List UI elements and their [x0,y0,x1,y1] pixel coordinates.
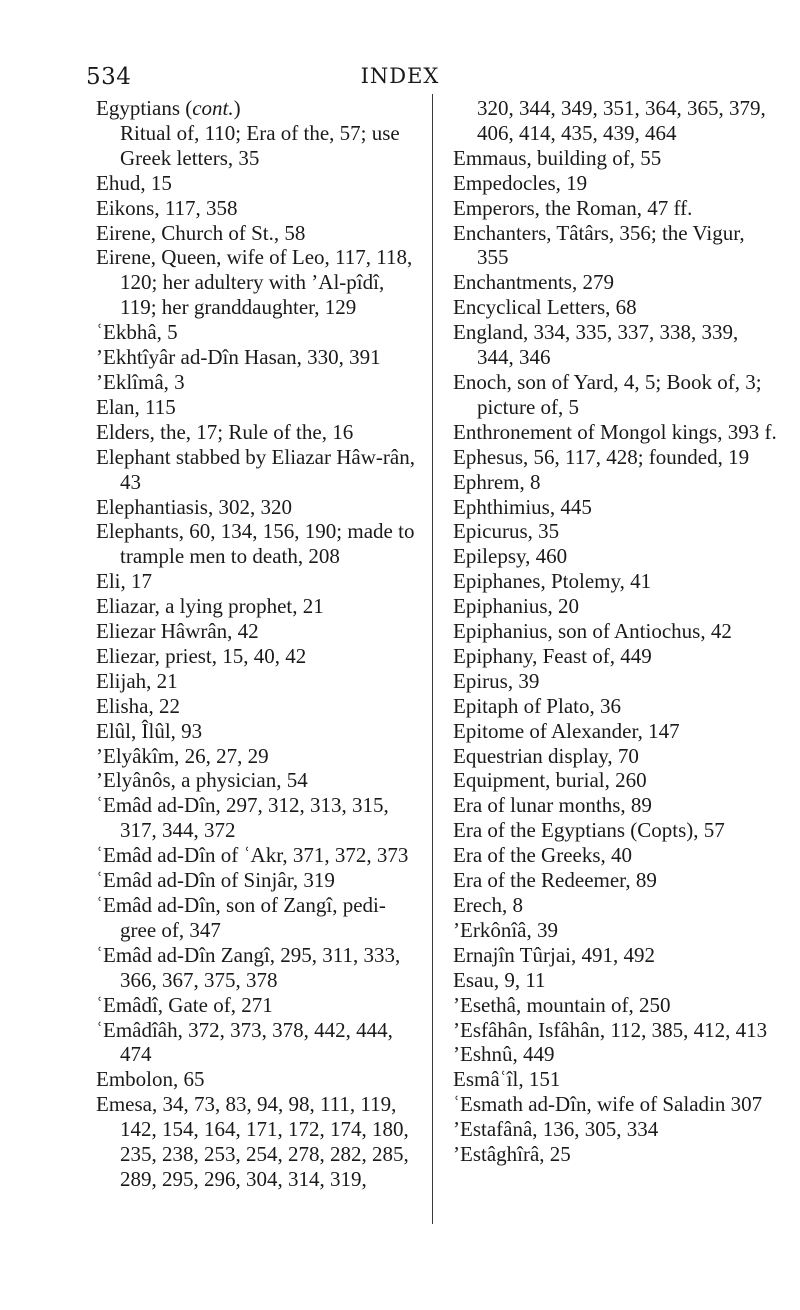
index-entry [96,196,421,221]
index-entry-text: ’Estafânâ, 136, 305, 334 [453,1117,659,1142]
index-entry [453,893,778,918]
index-entry [453,544,778,569]
index-entry [453,1117,778,1142]
index-entry [96,569,421,594]
index-entry [453,221,778,271]
index-entry-text: Eliazar, a lying prophet, 21 [96,594,324,619]
index-column-right [453,96,778,1167]
index-entry-text: Elijah, 21 [96,668,178,693]
index-entry [453,619,778,644]
index-entry [96,1067,421,1092]
index-entry-text: Epiphany, Feast of, 449 [453,643,652,668]
index-entry [96,395,421,420]
index-entry-text: ʿEmâd ad-Dîn of Sinjâr, 319 [96,868,335,893]
index-entry-suffix: ) [233,96,241,120]
index-entry-text: Elûl, Îlûl, 93 [96,718,203,743]
index-entry [96,868,421,893]
index-entry [96,644,421,669]
index-entry-text: Eirene, Queen, wife of Leo, 117, 118, 120; her adultery with ’Al-pîdî, 119; her granddaughter, 129 [96,245,413,320]
page-number: 534 [86,64,132,90]
index-entry-text: Epitaph of Plato, 36 [453,693,621,718]
index-entry [96,793,421,843]
index-entry-text: Elephants, 60, 134, 156, 190; made to trample men to death, 208 [96,519,415,569]
index-entry-text: ’Elyâkîm, 26, 27, 29 [96,743,269,768]
index-entry [453,744,778,769]
index-entry-text: Era of the Greeks, 40 [453,843,633,868]
index-entry-text: Epiphanius, 20 [453,594,579,619]
index-entry [453,270,778,295]
index-entry-text: Enoch, son of Yard, 4, 5; Book of, 3; picture of, 5 [453,369,762,419]
index-entry-text: Esmâʿîl, 151 [453,1067,561,1092]
index-entry [453,1042,778,1067]
index-entry [96,245,421,320]
index-entry [96,495,421,520]
index-entry [453,420,778,445]
index-entry [453,519,778,544]
index-entry-text: ʿEmâd ad-Dîn, 297, 312, 313, 315, 317, 344, 372 [96,793,389,843]
index-entry-text: Enchantments, 279 [453,270,614,295]
index-entry [453,694,778,719]
index-entry [96,221,421,246]
index-entry [453,495,778,520]
index-entry-text: ’Esethâ, mountain of, 250 [453,992,671,1017]
index-entry-text: Ephthimius, 445 [453,494,592,519]
index-entry-text: 320, 344, 349, 351, 364, 365, 379, 406, 414, 435, 439, 464 [477,96,766,145]
index-entry [96,843,421,868]
index-entry-text: Epiphanes, Ptolemy, 41 [453,569,652,594]
index-entry-text: Emesa, 34, 73, 83, 94, 98, 111, 119, 142, 154, 164, 171, 172, 174, 180, 235, 238, 253, 254, 278, 282, 285, 289, 295, 296, 304, 314, 319, [96,1092,409,1191]
index-entry-text: ’Erkônîâ, 39 [453,917,558,942]
index-entry-text: Enthronement of Mongol kings, 393 f. [453,419,777,444]
index-entry-text: Elephant stabbed by Eliazar Hâw-rân, 43 [96,444,415,494]
index-entry [453,295,778,320]
index-entry-text: Elephantiasis, 302, 320 [96,494,292,519]
index-entry [96,420,421,445]
index-entry-text: Era of the Egyptians (Copts), 57 [453,818,725,843]
index-entry [96,171,421,196]
index-entry [453,669,778,694]
index-entry [453,918,778,943]
index-entry [453,96,778,146]
index-entry-text: Emperors, the Roman, 47 ff. [453,195,693,220]
index-entry-text: Esau, 9, 11 [453,967,546,992]
index-entry [96,744,421,769]
index-entry [453,1018,778,1043]
index-entry-text: ’Eklîmâ, 3 [96,369,185,394]
index-entry-text: Elisha, 22 [96,693,180,718]
index-entry-text: ’Ekhtîyâr ad-Dîn Hasan, 330, 391 [96,345,381,370]
index-entry-text: Eliezar, priest, 15, 40, 42 [96,643,307,668]
index-entry [453,320,778,370]
index-entry [453,1142,778,1167]
index-entry-text: ʿEkbhâ, 5 [96,320,178,345]
index-entry [96,96,421,121]
index-entry-text: Equipment, burial, 260 [453,768,647,793]
index-entry-text: Enchanters, Tâtârs, 356; the Vigur, 355 [453,220,745,270]
index-entry-text: Encyclical Letters, 68 [453,295,637,320]
index-entry-text: ’Elyânôs, a physician, 54 [96,768,308,793]
index-entry [96,943,421,993]
index-entry [96,768,421,793]
index-entry [453,968,778,993]
index-entry-text: Epicurus, 35 [453,519,560,544]
index-entry [453,793,778,818]
index-entry-text: ʿEsmath ad-Dîn, wife of Saladin 307 [453,1092,763,1117]
index-entry-text: Ephrem, 8 [453,469,541,494]
index-entry [453,171,778,196]
index-column-left [96,96,421,1192]
index-entry-text: Eli, 17 [96,569,152,594]
index-entry-text: Ernajîn Tûrjai, 491, 492 [453,942,655,967]
index-entry [96,594,421,619]
index-entry [453,445,778,470]
index-entry [453,196,778,221]
index-entry-text: Ritual of, 110; Era of the, 57; use Greek letters, 35 [120,120,400,170]
index-entry [96,1018,421,1068]
index-entry [453,146,778,171]
index-entry-text: ʿEmâd ad-Dîn of ʿAkr, 371, 372, 373 [96,843,409,868]
index-entry [96,519,421,569]
index-entry [453,993,778,1018]
index-entry [453,644,778,669]
index-entry-text: Embolon, 65 [96,1067,205,1092]
index-entry [96,320,421,345]
index-entry-italic: cont. [192,96,234,120]
index-entry-text: Equestrian display, 70 [453,743,639,768]
index-entry-text: Ephesus, 56, 117, 428; founded, 19 [453,444,750,469]
index-entry [453,768,778,793]
index-entry [96,370,421,395]
index-entry [96,1092,421,1192]
index-entry [453,868,778,893]
index-entry [453,818,778,843]
index-entry-text: Epitome of Alexander, 147 [453,718,680,743]
index-entry [453,843,778,868]
index-entry-text: Era of lunar months, 89 [453,793,652,818]
index-entry [453,569,778,594]
index-entry [453,370,778,420]
index-entry-text: Eikons, 117, 358 [96,195,238,220]
index-entry-text: Epirus, 39 [453,668,540,693]
index-entry [96,345,421,370]
index-entry-text: England, 334, 335, 337, 338, 339, 344, 346 [453,320,739,370]
index-entry-text: ʿEmâdî, Gate of, 271 [96,992,273,1017]
index-entry-text: ’Esfâhân, Isfâhân, 112, 385, 412, 413 [453,1017,768,1042]
index-entry [96,445,421,495]
index-entry-text: ’Eshnû, 449 [453,1042,555,1067]
index-entry-text: Empedocles, 19 [453,170,588,195]
index-entry-text: Elan, 115 [96,394,176,419]
index-entry [453,1092,778,1117]
running-head: INDEX [360,64,440,88]
index-entry [453,719,778,744]
index-entry [453,470,778,495]
index-entry [453,1067,778,1092]
index-entry-text: Egyptians ( [96,96,193,120]
index-entry-text: ’Estâghîrâ, 25 [453,1142,571,1167]
index-entry [96,719,421,744]
column-divider [432,94,433,1224]
index-entry-text: ʿEmâd ad-Dîn, son of Zangî, pedi-gree of, 347 [96,893,386,942]
index-entry-text: Epiphanius, son of Antiochus, 42 [453,619,732,644]
index-entry [453,943,778,968]
index-entry-text: ʿEmâd ad-Dîn Zangî, 295, 311, 333, 366, 367, 375, 378 [96,942,401,992]
index-entry-text: Eliezar Hâwrân, 42 [96,619,259,644]
index-entry [453,594,778,619]
index-entry-text: Emmaus, building of, 55 [453,145,662,170]
index-entry-text: Erech, 8 [453,893,523,917]
index-entry [96,121,421,171]
index-entry [96,893,421,943]
index-entry-text: Elders, the, 17; Rule of the, 16 [96,419,354,444]
index-entry-text: Ehud, 15 [96,170,172,195]
index-entry-text: Era of the Redeemer, 89 [453,868,657,893]
index-entry-text: Eirene, Church of St., 58 [96,220,306,245]
index-entry-text: ʿEmâdîâh, 372, 373, 378, 442, 444, 474 [96,1017,393,1067]
index-entry [96,619,421,644]
index-entry-text: Epilepsy, 460 [453,544,568,569]
index-entry [96,694,421,719]
index-entry [96,669,421,694]
index-entry [96,993,421,1018]
